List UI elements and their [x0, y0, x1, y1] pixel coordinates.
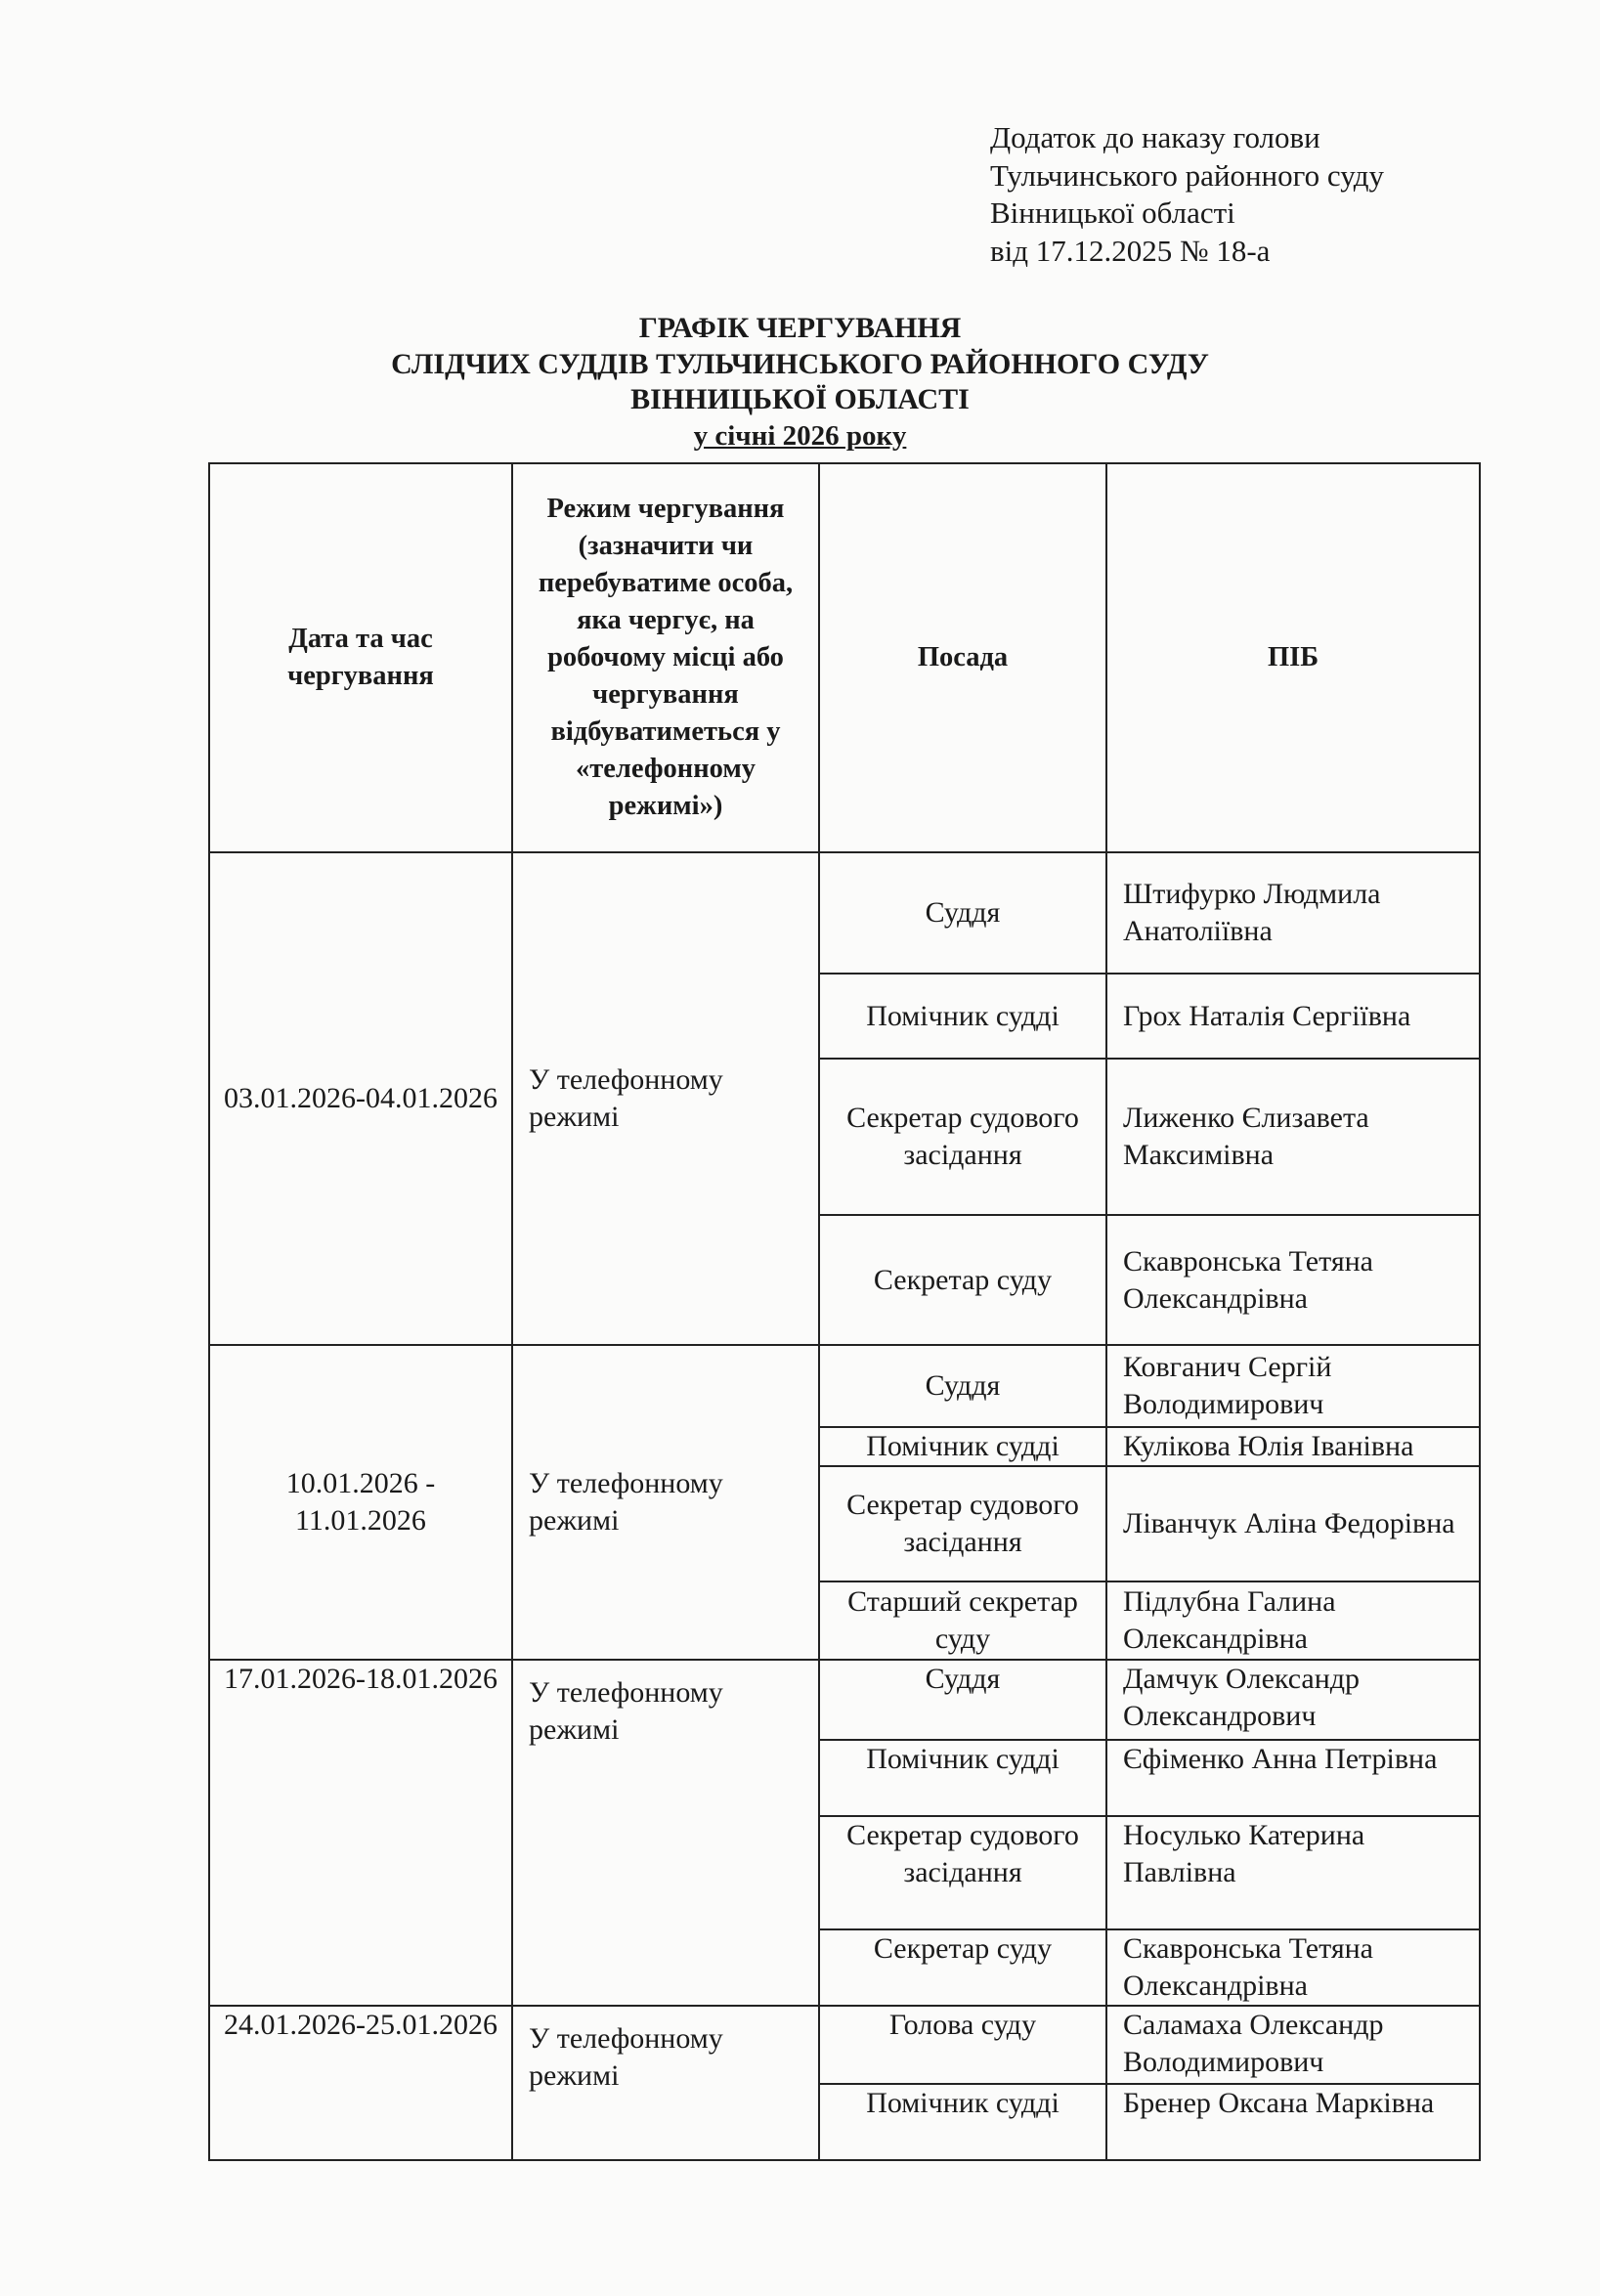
position-cell: Суддя: [819, 852, 1106, 974]
name-cell: Носулько Катерина Павлівна: [1106, 1816, 1480, 1929]
title-line: СЛІДЧИХ СУДДІВ ТУЛЬЧИНСЬКОГО РАЙОННОГО СУДУ: [391, 347, 1209, 380]
table-header-row: [209, 463, 1480, 852]
name-cell: Саламаха Олександр Володимирович: [1106, 2006, 1480, 2084]
date-cell: 03.01.2026-04.01.2026: [209, 852, 512, 1345]
position-cell: Секретар суду: [819, 1929, 1106, 2006]
position-cell: Старший секретар суду: [819, 1581, 1106, 1660]
document-title: [0, 311, 1600, 454]
position-cell: Помічник судді: [819, 974, 1106, 1059]
position-cell: Помічник судді: [819, 1427, 1106, 1466]
name-cell: Скавронська Тетяна Олександрівна: [1106, 1215, 1480, 1345]
position-cell: Секретар суду: [819, 1215, 1106, 1345]
position-cell: Секретар судового засідання: [819, 1059, 1106, 1215]
name-cell: Ліванчук Аліна Федорівна: [1106, 1466, 1480, 1581]
name-cell: Штифурко Людмила Анатоліївна: [1106, 852, 1480, 974]
name-cell: Єфіменко Анна Петрівна: [1106, 1740, 1480, 1816]
position-cell: Голова суду: [819, 2006, 1106, 2084]
header-name: ПІБ: [1106, 463, 1480, 852]
duty-schedule-table: [208, 462, 1481, 2161]
appendix-note: [990, 119, 1384, 270]
position-cell: Помічник судді: [819, 1740, 1106, 1816]
table-row: [209, 2006, 1480, 2084]
header-date: Дата та час чергування: [209, 463, 512, 852]
position-cell: Секретар судового засідання: [819, 1466, 1106, 1581]
mode-cell: У телефонному режимі: [512, 1345, 819, 1660]
name-cell: Дамчук Олександр Олександрович: [1106, 1660, 1480, 1740]
mode-cell: У телефонному режимі: [512, 1660, 819, 2006]
position-cell: Суддя: [819, 1660, 1106, 1740]
date-cell: 24.01.2026-25.01.2026: [209, 2006, 512, 2160]
table-row: [209, 852, 1480, 974]
name-cell: Лиженко Єлизавета Максимівна: [1106, 1059, 1480, 1215]
appendix-line: Додаток до наказу голови: [990, 120, 1320, 154]
name-cell: Підлубна Галина Олександрівна: [1106, 1581, 1480, 1660]
mode-cell: У телефонному режимі: [512, 2006, 819, 2160]
table-row: [209, 1660, 1480, 1740]
table-row: [209, 1345, 1480, 1427]
position-cell: Помічник судді: [819, 2084, 1106, 2160]
header-position: Посада: [819, 463, 1106, 852]
position-cell: Секретар судового засідання: [819, 1816, 1106, 1929]
header-mode: Режим чергування (зазначити чи перебуватиме особа, яка чергує, на робочому місці або чергування відбуватиметься у «телефонному режимі»): [512, 463, 819, 852]
name-cell: Кулікова Юлія Іванівна: [1106, 1427, 1480, 1466]
date-cell: 17.01.2026-18.01.2026: [209, 1660, 512, 2006]
title-line: ГРАФІК ЧЕРГУВАННЯ: [638, 312, 962, 344]
position-cell: Суддя: [819, 1345, 1106, 1427]
date-cell: 10.01.2026 - 11.01.2026: [209, 1345, 512, 1660]
appendix-line: від 17.12.2025 № 18-а: [990, 233, 1271, 268]
appendix-line: Вінницької області: [990, 195, 1235, 230]
name-cell: Бренер Оксана Марківна: [1106, 2084, 1480, 2160]
name-cell: Ковганич Сергій Володимирович: [1106, 1345, 1480, 1427]
title-period: у січні 2026 року: [693, 419, 907, 452]
name-cell: Грох Наталія Сергіївна: [1106, 974, 1480, 1059]
title-line: ВІННИЦЬКОЇ ОБЛАСТІ: [630, 383, 970, 415]
appendix-line: Тульчинського районного суду: [990, 157, 1385, 193]
mode-cell: У телефонному режимі: [512, 852, 819, 1345]
name-cell: Скавронська Тетяна Олександрівна: [1106, 1929, 1480, 2006]
